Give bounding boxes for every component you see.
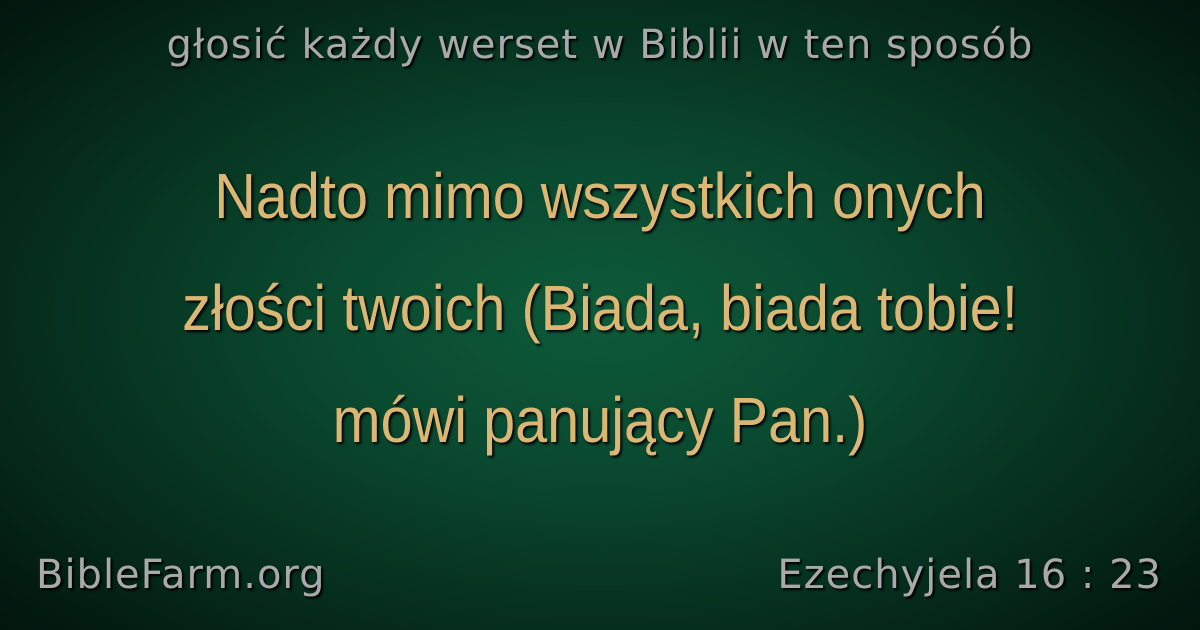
verse-text	[96, 140, 1104, 476]
verse-line: złości twoich (Biada, biada tobie!	[182, 272, 1018, 344]
verse-line: mówi panujący Pan.)	[332, 384, 868, 456]
tagline: głosić każdy werset w Biblii w ten sposób	[166, 22, 1034, 68]
verse-reference: Ezechyjela 16 : 23	[777, 552, 1162, 598]
site-name: BibleFarm.org	[36, 552, 326, 598]
verse-line: Nadto mimo wszystkich onych	[214, 160, 986, 232]
